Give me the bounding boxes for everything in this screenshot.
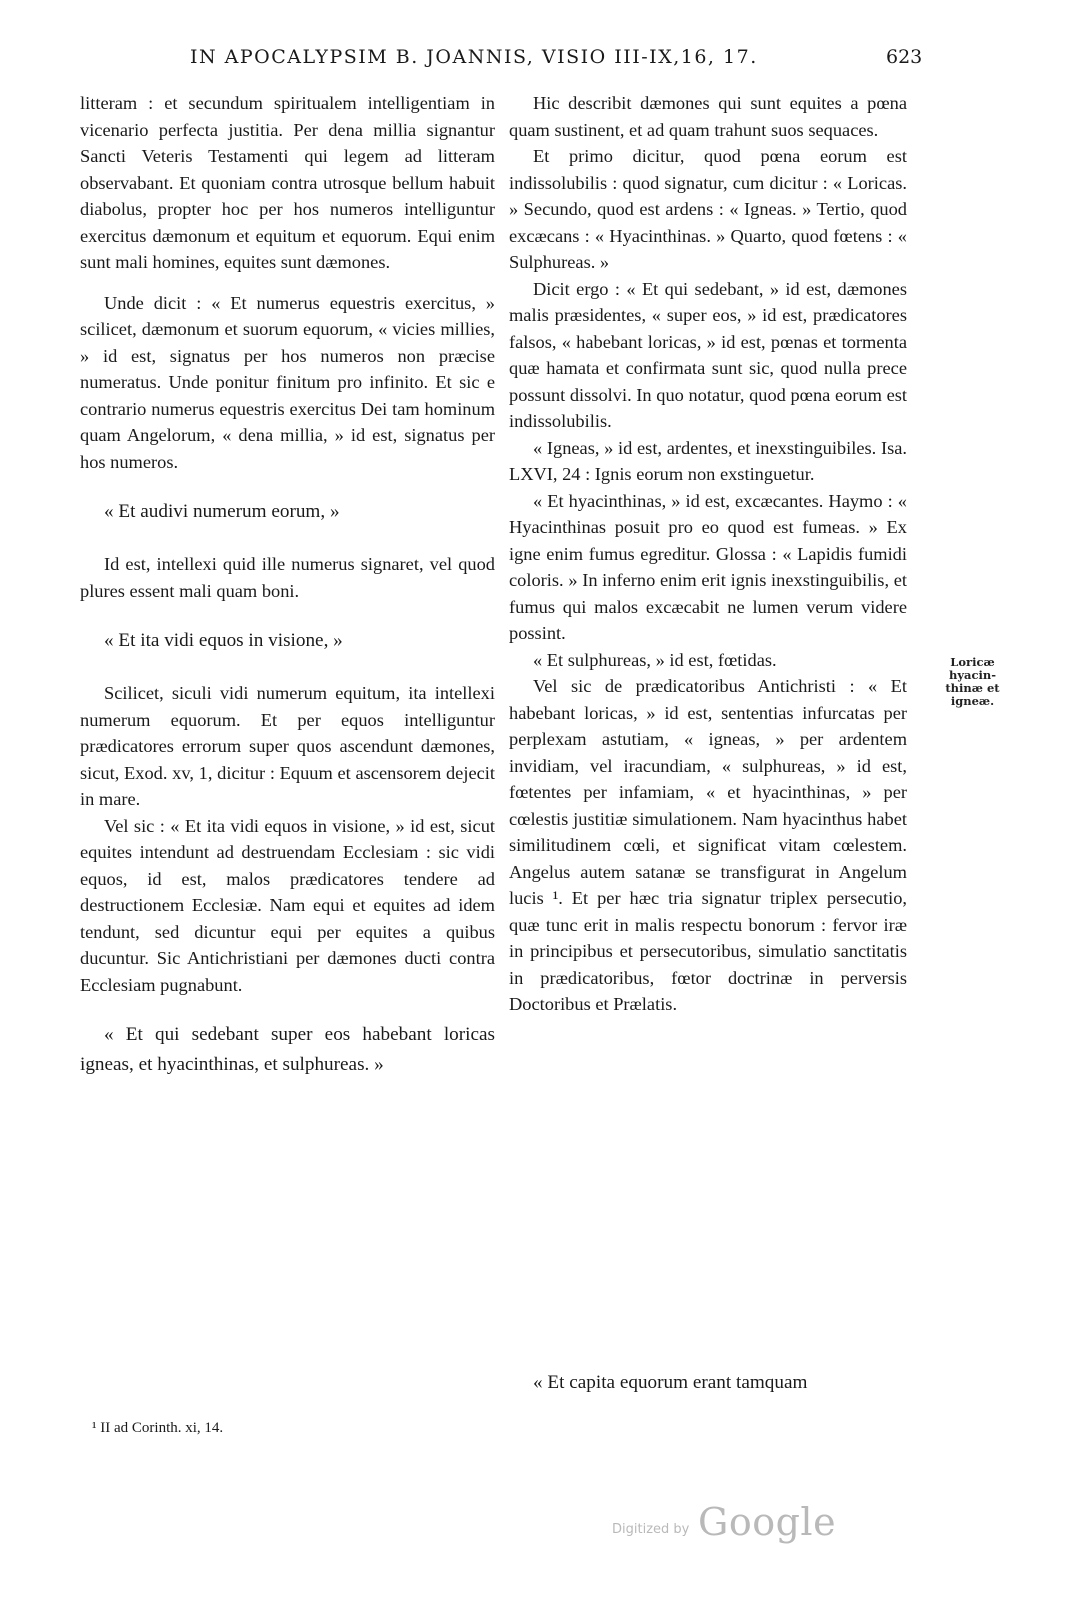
right-paragraph-2: Et primo dicitur, quod pœna eorum est indissolubilis : quod signatur, cum dicitur : « Loricas. » Secundo, quod est ardens : « Igneas. » Tertio, quod excæcans : « Hyacinthinas. » Quarto, quod fœtens : « Sulphureas. » <box>509 146 907 272</box>
right-paragraph-5: « Et hyacinthinas, » id est, excæcantes. Haymo : « Hyacinthinas posuit pro eo quod est fumeas. » Ex igne enim fumus egreditur. Glossa : « Lapidis fumidi coloris. » In inferno enim erit ignis inexstinguibilis, et fumus qui malos excæcabit ne lumen verum videre possint. <box>509 490 907 643</box>
running-title: IN APOCALYPSIM B. JOANNIS, VISIO III-IX,16, 17. <box>190 46 758 68</box>
footnote: ¹ II ad Corinth. xi, 14. <box>92 1420 224 1436</box>
right-paragraph-6: « Et sulphureas, » id est, fœtidas. <box>533 649 777 670</box>
left-paragraph-3: Id est, intellexi quid ille numerus signaret, vel quod plures essent mali quam boni. <box>80 554 495 601</box>
left-paragraph-5: Vel sic : « Et ita vidi equos in visione, » id est, sicut equites intendunt ad destruendam Ecclesiam : sic vidi equos, id est, malos prædicatores tendere ad destructionem Ecclesiæ. Nam equi et equites ad idem tendunt, sed dicuntur equi per equites a quibus ducuntur. Sic Antichristiani per dæmones ducti contra Ecclesiam pugnabunt. <box>80 815 495 995</box>
page-number: 623 <box>886 46 923 68</box>
right-quote-1: « Et capita equorum erant tamquam <box>533 1372 808 1393</box>
running-header <box>0 46 1071 76</box>
google-logo: Google <box>698 1500 837 1544</box>
left-paragraph-2: Unde dicit : « Et numerus equestris exercitus, » scilicet, dæmonum et suorum equorum, « vicies millies, » id est, signatus per hos numeros non præcise numeratus. Unde ponitur finitum pro infinito. Et sic e contrario numerus equestris exercitus Dei tam hominum quam Angelorum, « dena millia, » id est, signatus per hos numeros. <box>80 292 495 472</box>
margin-note-line: igneæ. <box>950 694 995 708</box>
watermark-prefix: Digitized by <box>612 1522 690 1537</box>
margin-note-line: hyacin- <box>949 668 996 682</box>
right-paragraph-1: Hic describit dæmones qui sunt equites a pœna quam sustinent, et ad quam trahunt suos sequaces. <box>509 93 907 140</box>
right-paragraph-7: Vel sic de prædicatoribus Antichristi : « Et habebant loricas, » id est, sententias infurcatas per perplexam astutiam, « igneas, » per ardentem invidiam, vel iracundiam, « sulphureas, » id est, fœtentes per infamiam, « et hyacinthinas, » per cœlestis justitiæ simulationem. Nam hyacinthus habet similitudinem cœli, et significat vitam cœlestem. Angelus autem satanæ se transfigurat in Angelum lucis ¹. Et per hæc tria signatur triplex persecutio, quæ tunc erit in malis respectu bonorum : fervor iræ in principibus et persecutoribus, simulatio sanctitatis in prædicatoribus, fœtor doctrinæ in perversis Doctoribus et Prælatis. <box>509 676 907 1014</box>
right-paragraph-4: « Igneas, » id est, ardentes, et inexstinguibiles. Isa. LXVI, 24 : Ignis eorum non exstinguetur. <box>509 437 907 484</box>
left-quote-2: « Et ita vidi equos in visione, » <box>104 630 343 651</box>
left-quote-3: « Et qui sedebant super eos habebant loricas igneas, et hyacinthinas, et sulphureas. » <box>80 1024 495 1075</box>
right-paragraph-3: Dicit ergo : « Et qui sedebant, » id est, dæmones malis præsidentes, « super eos, » id est, prædicatores falsos, « habebant loricas, » id est, pœnas et tormenta quæ hamata et confirmata sunt sic, quod nulla prece possunt dissolvi. In quo notatur, quod pœna eorum est indissolubilis. <box>509 278 907 431</box>
margin-note <box>930 656 1015 708</box>
left-quote-1: « Et audivi numerum eorum, » <box>104 501 340 522</box>
left-paragraph-1: litteram : et secundum spiritualem intelligentiam in vicenario perfecta justitia. Per dena millia signantur Sancti Veteris Testamenti qui legem ad litteram observabant. Et quoniam contra utrosque bellum habuit diabolus, propter hoc per hos numeros intelliguntur exercitus dæmonum et equitum et equorum. Equi enim sunt mali homines, equites sunt dæmones. <box>80 93 495 272</box>
left-column <box>80 90 495 1104</box>
left-paragraph-4: Scilicet, siculi vidi numerum equitum, ita intellexi numerum equorum. Et per equos intelliguntur prædicatores errorum super quos ascendunt dæmones, sicut, Exod. xv, 1, dicitur : Equum et ascensorem dejecit in mare. <box>80 683 495 809</box>
right-column <box>509 90 907 1018</box>
margin-note-line: Loricæ <box>950 655 995 669</box>
margin-note-line: thinæ et <box>945 681 1000 695</box>
